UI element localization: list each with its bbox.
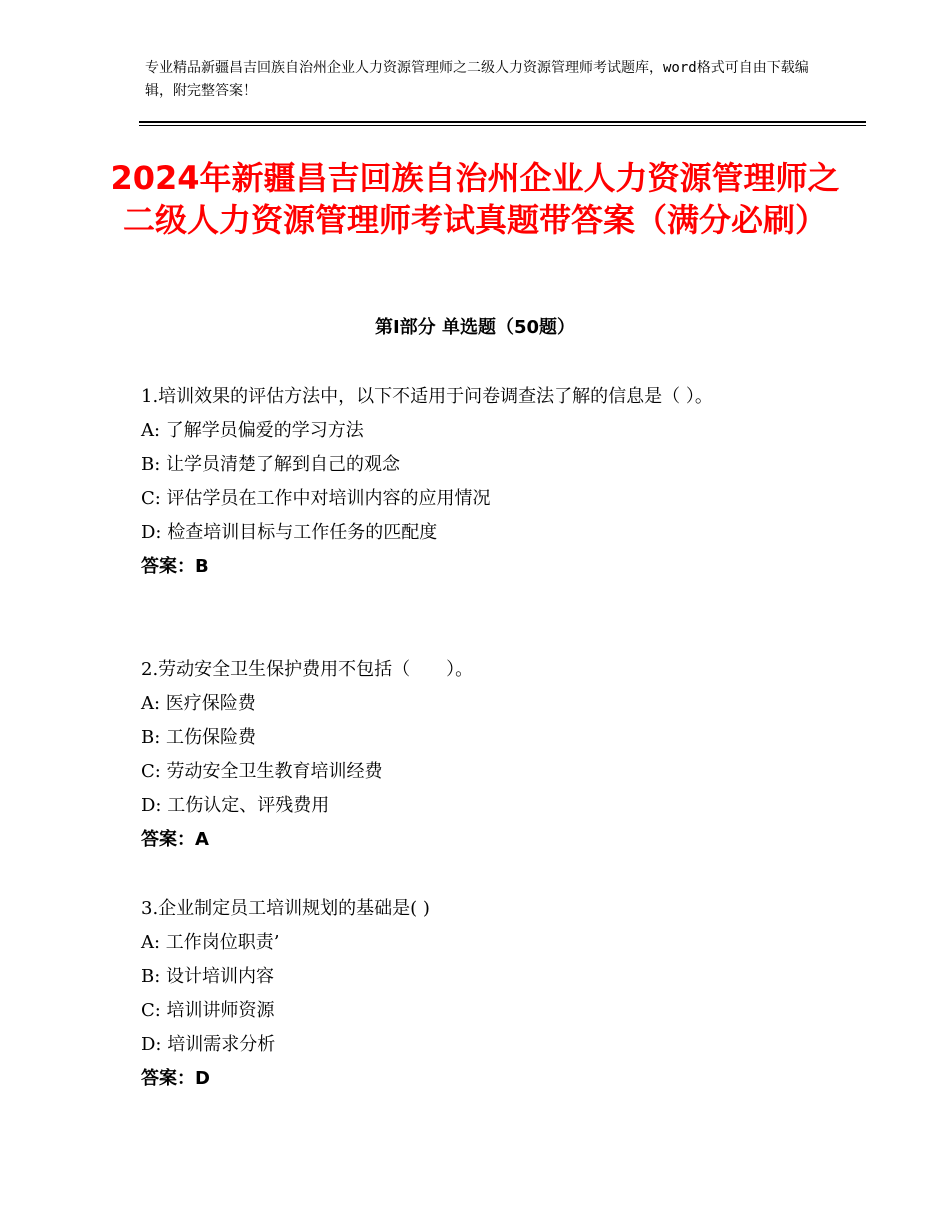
option-c: C: 培训讲师资源 — [141, 1000, 275, 1021]
answer: 答案：A — [141, 829, 209, 850]
option-c: C: 劳动安全卫生教育培训经费 — [141, 761, 383, 782]
option-b: B: 让学员清楚了解到自己的观念 — [141, 454, 401, 475]
header-note: 专业精品新疆昌吉回族自治州企业人力资源管理师之二级人力资源管理师考试题库，word格式可自由下载编辑，附完整答案！ — [145, 60, 809, 99]
document-title: 2024年新疆昌吉回族自治州企业人力资源管理师之二级人力资源管理师考试真题带答案（满分必刷） — [110, 159, 840, 239]
option-b: B: 设计培训内容 — [141, 966, 275, 987]
question-3 — [141, 895, 821, 1092]
question-1 — [141, 383, 821, 580]
question-stem: 1.培训效果的评估方法中，以下不适用于问卷调查法了解的信息是（ ）。 — [141, 386, 713, 407]
question-stem: 2.劳动安全卫生保护费用不包括（ ）。 — [141, 659, 474, 680]
option-a: A: 医疗保险费 — [141, 693, 256, 714]
option-a: A: 工作岗位职责’ — [141, 932, 280, 953]
option-d: D: 培训需求分析 — [141, 1034, 276, 1055]
answer: 答案：D — [141, 1068, 210, 1089]
option-d: D: 检查培训目标与工作任务的匹配度 — [141, 522, 438, 543]
header-divider-thin — [139, 125, 866, 126]
option-b: B: 工伤保险费 — [141, 727, 257, 748]
option-d: D: 工伤认定、评残费用 — [141, 795, 330, 816]
option-c: C: 评估学员在工作中对培训内容的应用情况 — [141, 488, 491, 509]
option-a: A: 了解学员偏爱的学习方法 — [141, 420, 364, 441]
question-stem: 3.企业制定员工培训规划的基础是( ) — [141, 898, 430, 919]
question-2 — [141, 656, 821, 853]
header-divider-thick — [139, 121, 866, 123]
section-heading: 第Ⅰ部分 单选题（50题） — [374, 317, 575, 338]
answer: 答案：B — [141, 556, 209, 577]
